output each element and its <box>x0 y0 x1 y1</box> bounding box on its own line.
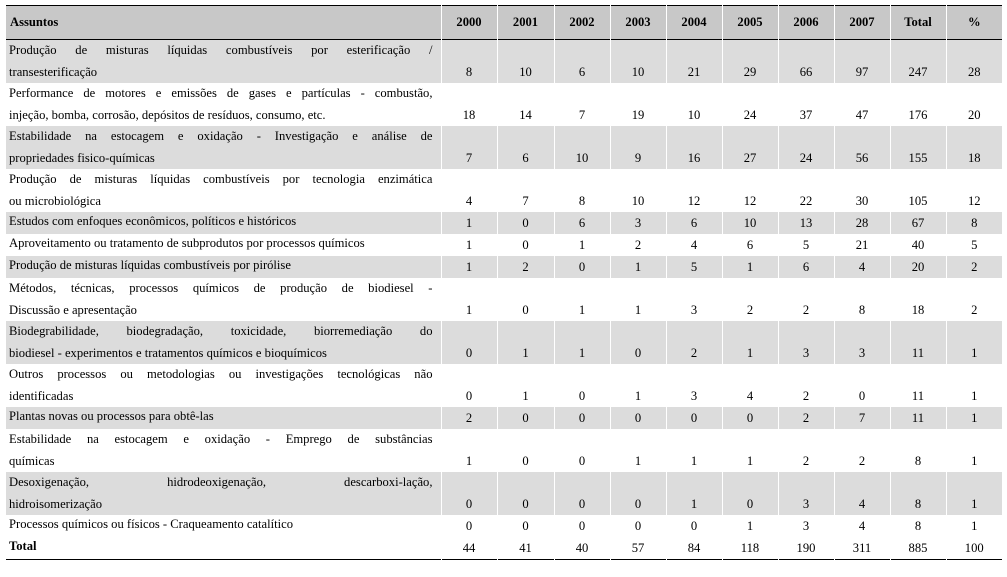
year-value-cell: 1 <box>554 321 610 364</box>
year-value-cell: 1 <box>610 278 666 321</box>
year-value-cell: 0 <box>497 278 554 321</box>
total-row-value-cell: 100 <box>946 537 1002 560</box>
year-value-cell: 4 <box>834 256 890 278</box>
header-year: 2005 <box>722 6 778 40</box>
subject-line-2: injeção, bomba, corrosão, depósitos de resíduos, consumo, etc. <box>9 107 326 122</box>
table-row <box>6 515 1002 537</box>
percent-value-cell: 2 <box>946 256 1002 278</box>
table-row <box>6 83 1002 126</box>
table-row <box>6 234 1002 256</box>
total-label: Total <box>9 539 37 553</box>
total-value-cell: 11 <box>890 321 946 364</box>
year-value-cell: 1 <box>554 278 610 321</box>
subject-line-1: Produção de misturas líquidas combustíveis por esterificação / <box>9 43 433 57</box>
year-value-cell: 2 <box>666 321 722 364</box>
total-value-cell: 8 <box>890 472 946 515</box>
year-value-cell: 1 <box>441 212 497 234</box>
year-value-cell: 0 <box>497 515 554 537</box>
year-value-cell: 18 <box>441 83 497 126</box>
year-value-cell: 6 <box>497 126 554 169</box>
header-total: Total <box>890 6 946 40</box>
year-value-cell: 97 <box>834 40 890 84</box>
subject-line-1: Biodegrabilidade, biodegradação, toxicidade, biorremediação do <box>9 324 433 338</box>
year-value-cell: 5 <box>666 256 722 278</box>
percent-value-cell: 5 <box>946 234 1002 256</box>
percent-value-cell: 20 <box>946 83 1002 126</box>
subject-cell <box>6 321 441 364</box>
header-year: 2004 <box>666 6 722 40</box>
year-value-cell: 1 <box>722 429 778 472</box>
year-value-cell: 2 <box>441 407 497 429</box>
total-value-cell: 247 <box>890 40 946 84</box>
total-row-value-cell: 44 <box>441 537 497 560</box>
year-value-cell: 3 <box>834 321 890 364</box>
year-value-cell: 0 <box>554 256 610 278</box>
table-row <box>6 472 1002 515</box>
total-value-cell: 11 <box>890 364 946 407</box>
total-row-value-cell: 84 <box>666 537 722 560</box>
percent-value-cell: 1 <box>946 429 1002 472</box>
year-value-cell: 47 <box>834 83 890 126</box>
subject-line-1: Produção de misturas líquidas combustíveis por tecnologia enzimática <box>9 172 433 186</box>
header-row <box>6 6 1002 40</box>
year-value-cell: 6 <box>554 40 610 84</box>
year-value-cell: 0 <box>554 364 610 407</box>
year-value-cell: 27 <box>722 126 778 169</box>
year-value-cell: 0 <box>834 364 890 407</box>
subject-line-2: biodiesel - experimentos e tratamentos químicos e bioquímicos <box>9 345 327 360</box>
subject-line-1: Performance de motores e emissões de gases e partículas - combustão, <box>9 86 433 100</box>
year-value-cell: 2 <box>610 234 666 256</box>
subject-cell <box>6 234 441 256</box>
subject-cell <box>6 472 441 515</box>
table-row <box>6 278 1002 321</box>
total-row-value-cell: 885 <box>890 537 946 560</box>
year-value-cell: 0 <box>441 472 497 515</box>
percent-value-cell: 12 <box>946 169 1002 212</box>
percent-value-cell: 1 <box>946 472 1002 515</box>
year-value-cell: 1 <box>497 321 554 364</box>
subject-line-1: Métodos, técnicas, processos químicos de produção de biodiesel - <box>9 281 433 295</box>
year-value-cell: 0 <box>441 321 497 364</box>
year-value-cell: 10 <box>666 83 722 126</box>
total-row-value-cell: 311 <box>834 537 890 560</box>
subject-cell <box>6 278 441 321</box>
year-value-cell: 0 <box>554 407 610 429</box>
year-value-cell: 0 <box>441 364 497 407</box>
year-value-cell: 7 <box>554 83 610 126</box>
subject-line-2: identificadas <box>9 388 74 403</box>
total-row <box>6 537 1002 560</box>
year-value-cell: 2 <box>722 278 778 321</box>
year-value-cell: 6 <box>722 234 778 256</box>
year-value-cell: 1 <box>666 472 722 515</box>
year-value-cell: 0 <box>554 472 610 515</box>
total-row-value-cell: 118 <box>722 537 778 560</box>
year-value-cell: 0 <box>497 407 554 429</box>
year-value-cell: 1 <box>441 234 497 256</box>
year-value-cell: 14 <box>497 83 554 126</box>
year-value-cell: 3 <box>778 472 834 515</box>
total-value-cell: 176 <box>890 83 946 126</box>
subject-line-2: propriedades fisico-químicas <box>9 150 155 165</box>
total-value-cell: 8 <box>890 429 946 472</box>
year-value-cell: 29 <box>722 40 778 84</box>
year-value-cell: 0 <box>666 515 722 537</box>
table-row <box>6 40 1002 84</box>
table-row <box>6 169 1002 212</box>
total-row-value-cell: 41 <box>497 537 554 560</box>
year-value-cell: 4 <box>834 515 890 537</box>
total-value-cell: 67 <box>890 212 946 234</box>
percent-value-cell: 28 <box>946 40 1002 84</box>
year-value-cell: 0 <box>497 472 554 515</box>
year-value-cell: 24 <box>722 83 778 126</box>
percent-value-cell: 18 <box>946 126 1002 169</box>
subject-line-1: Produção de misturas líquidas combustíveis por pirólise <box>9 258 291 272</box>
subject-line-1: Processos químicos ou físicos - Craqueamento catalítico <box>9 517 293 531</box>
year-value-cell: 22 <box>778 169 834 212</box>
subject-line-1: Desoxigenação, hidrodeoxigenação, descarboxi-lação, <box>9 475 433 489</box>
year-value-cell: 9 <box>610 126 666 169</box>
year-value-cell: 2 <box>778 429 834 472</box>
subject-cell <box>6 407 441 429</box>
year-value-cell: 21 <box>834 234 890 256</box>
total-row-value-cell: 40 <box>554 537 610 560</box>
year-value-cell: 0 <box>441 515 497 537</box>
subject-line-1: Estudos com enfoques econômicos, políticos e históricos <box>9 214 297 228</box>
total-value-cell: 105 <box>890 169 946 212</box>
year-value-cell: 1 <box>497 364 554 407</box>
subject-line-1: Aproveitamento ou tratamento de subprodutos por processos químicos <box>9 236 365 250</box>
year-value-cell: 1 <box>722 321 778 364</box>
subject-cell <box>6 515 441 537</box>
subject-line-2: ou microbiológica <box>9 193 101 208</box>
year-value-cell: 3 <box>666 278 722 321</box>
year-value-cell: 0 <box>610 321 666 364</box>
year-value-cell: 3 <box>666 364 722 407</box>
year-value-cell: 2 <box>834 429 890 472</box>
total-value-cell: 8 <box>890 515 946 537</box>
percent-value-cell: 2 <box>946 278 1002 321</box>
year-value-cell: 0 <box>497 429 554 472</box>
year-value-cell: 1 <box>722 515 778 537</box>
header-year: 2001 <box>497 6 554 40</box>
year-value-cell: 6 <box>554 212 610 234</box>
total-row-value-cell: 190 <box>778 537 834 560</box>
percent-value-cell: 1 <box>946 515 1002 537</box>
subject-cell <box>6 40 441 84</box>
year-value-cell: 1 <box>441 256 497 278</box>
year-value-cell: 4 <box>722 364 778 407</box>
subjects-table <box>6 5 1002 560</box>
subject-cell <box>6 212 441 234</box>
table-row <box>6 256 1002 278</box>
subject-cell <box>6 256 441 278</box>
percent-value-cell: 8 <box>946 212 1002 234</box>
year-value-cell: 0 <box>497 234 554 256</box>
year-value-cell: 4 <box>834 472 890 515</box>
year-value-cell: 2 <box>778 407 834 429</box>
table-row <box>6 212 1002 234</box>
year-value-cell: 6 <box>778 256 834 278</box>
total-value-cell: 18 <box>890 278 946 321</box>
year-value-cell: 19 <box>610 83 666 126</box>
year-value-cell: 4 <box>441 169 497 212</box>
year-value-cell: 7 <box>441 126 497 169</box>
subject-cell <box>6 364 441 407</box>
total-value-cell: 11 <box>890 407 946 429</box>
year-value-cell: 37 <box>778 83 834 126</box>
year-value-cell: 56 <box>834 126 890 169</box>
percent-value-cell: 1 <box>946 407 1002 429</box>
year-value-cell: 1 <box>666 429 722 472</box>
year-value-cell: 2 <box>497 256 554 278</box>
year-value-cell: 21 <box>666 40 722 84</box>
year-value-cell: 3 <box>778 321 834 364</box>
year-value-cell: 8 <box>834 278 890 321</box>
subject-line-2: transesterificação <box>9 64 98 79</box>
year-value-cell: 13 <box>778 212 834 234</box>
year-value-cell: 1 <box>441 429 497 472</box>
year-value-cell: 3 <box>610 212 666 234</box>
year-value-cell: 4 <box>666 234 722 256</box>
total-value-cell: 20 <box>890 256 946 278</box>
subject-line-1: Plantas novas ou processos para obtê-las <box>9 409 214 423</box>
table-container <box>6 5 1002 560</box>
year-value-cell: 30 <box>834 169 890 212</box>
year-value-cell: 0 <box>610 407 666 429</box>
header-year: 2000 <box>441 6 497 40</box>
percent-value-cell: 1 <box>946 321 1002 364</box>
subject-line-1: Estabilidade na estocagem e oxidação - Investigação e análise de <box>9 129 433 143</box>
total-row-value-cell: 57 <box>610 537 666 560</box>
year-value-cell: 0 <box>610 472 666 515</box>
year-value-cell: 0 <box>722 472 778 515</box>
year-value-cell: 24 <box>778 126 834 169</box>
year-value-cell: 2 <box>778 278 834 321</box>
total-value-cell: 40 <box>890 234 946 256</box>
year-value-cell: 16 <box>666 126 722 169</box>
year-value-cell: 1 <box>610 429 666 472</box>
year-value-cell: 1 <box>441 278 497 321</box>
subject-line-1: Estabilidade na estocagem e oxidação - Emprego de substâncias <box>9 432 433 446</box>
table-row <box>6 126 1002 169</box>
year-value-cell: 10 <box>610 169 666 212</box>
year-value-cell: 12 <box>722 169 778 212</box>
year-value-cell: 7 <box>834 407 890 429</box>
year-value-cell: 10 <box>610 40 666 84</box>
subject-line-1: Outros processos ou metodologias ou investigações tecnológicas não <box>9 367 433 381</box>
year-value-cell: 12 <box>666 169 722 212</box>
year-value-cell: 28 <box>834 212 890 234</box>
subject-cell <box>6 429 441 472</box>
year-value-cell: 0 <box>722 407 778 429</box>
header-year: 2006 <box>778 6 834 40</box>
year-value-cell: 8 <box>554 169 610 212</box>
year-value-cell: 6 <box>666 212 722 234</box>
year-value-cell: 10 <box>497 40 554 84</box>
year-value-cell: 7 <box>497 169 554 212</box>
year-value-cell: 10 <box>722 212 778 234</box>
table-row <box>6 364 1002 407</box>
year-value-cell: 1 <box>722 256 778 278</box>
year-value-cell: 0 <box>666 407 722 429</box>
year-value-cell: 1 <box>610 364 666 407</box>
year-value-cell: 0 <box>554 429 610 472</box>
year-value-cell: 8 <box>441 40 497 84</box>
year-value-cell: 10 <box>554 126 610 169</box>
table-row <box>6 321 1002 364</box>
year-value-cell: 1 <box>610 256 666 278</box>
year-value-cell: 5 <box>778 234 834 256</box>
header-subject: Assuntos <box>10 15 59 29</box>
subject-cell <box>6 126 441 169</box>
subject-cell <box>6 169 441 212</box>
total-value-cell: 155 <box>890 126 946 169</box>
percent-value-cell: 1 <box>946 364 1002 407</box>
subject-cell <box>6 83 441 126</box>
year-value-cell: 0 <box>554 515 610 537</box>
header-year: 2007 <box>834 6 890 40</box>
header-percent: % <box>946 6 1002 40</box>
year-value-cell: 0 <box>610 515 666 537</box>
header-year: 2002 <box>554 6 610 40</box>
subject-line-2: hidroisomerização <box>9 496 103 511</box>
year-value-cell: 2 <box>778 364 834 407</box>
year-value-cell: 3 <box>778 515 834 537</box>
subject-line-2: químicas <box>9 453 55 468</box>
year-value-cell: 66 <box>778 40 834 84</box>
year-value-cell: 1 <box>554 234 610 256</box>
table-row <box>6 429 1002 472</box>
subject-line-2: Discussão e apresentação <box>9 302 137 317</box>
year-value-cell: 0 <box>497 212 554 234</box>
table-row <box>6 407 1002 429</box>
header-year: 2003 <box>610 6 666 40</box>
